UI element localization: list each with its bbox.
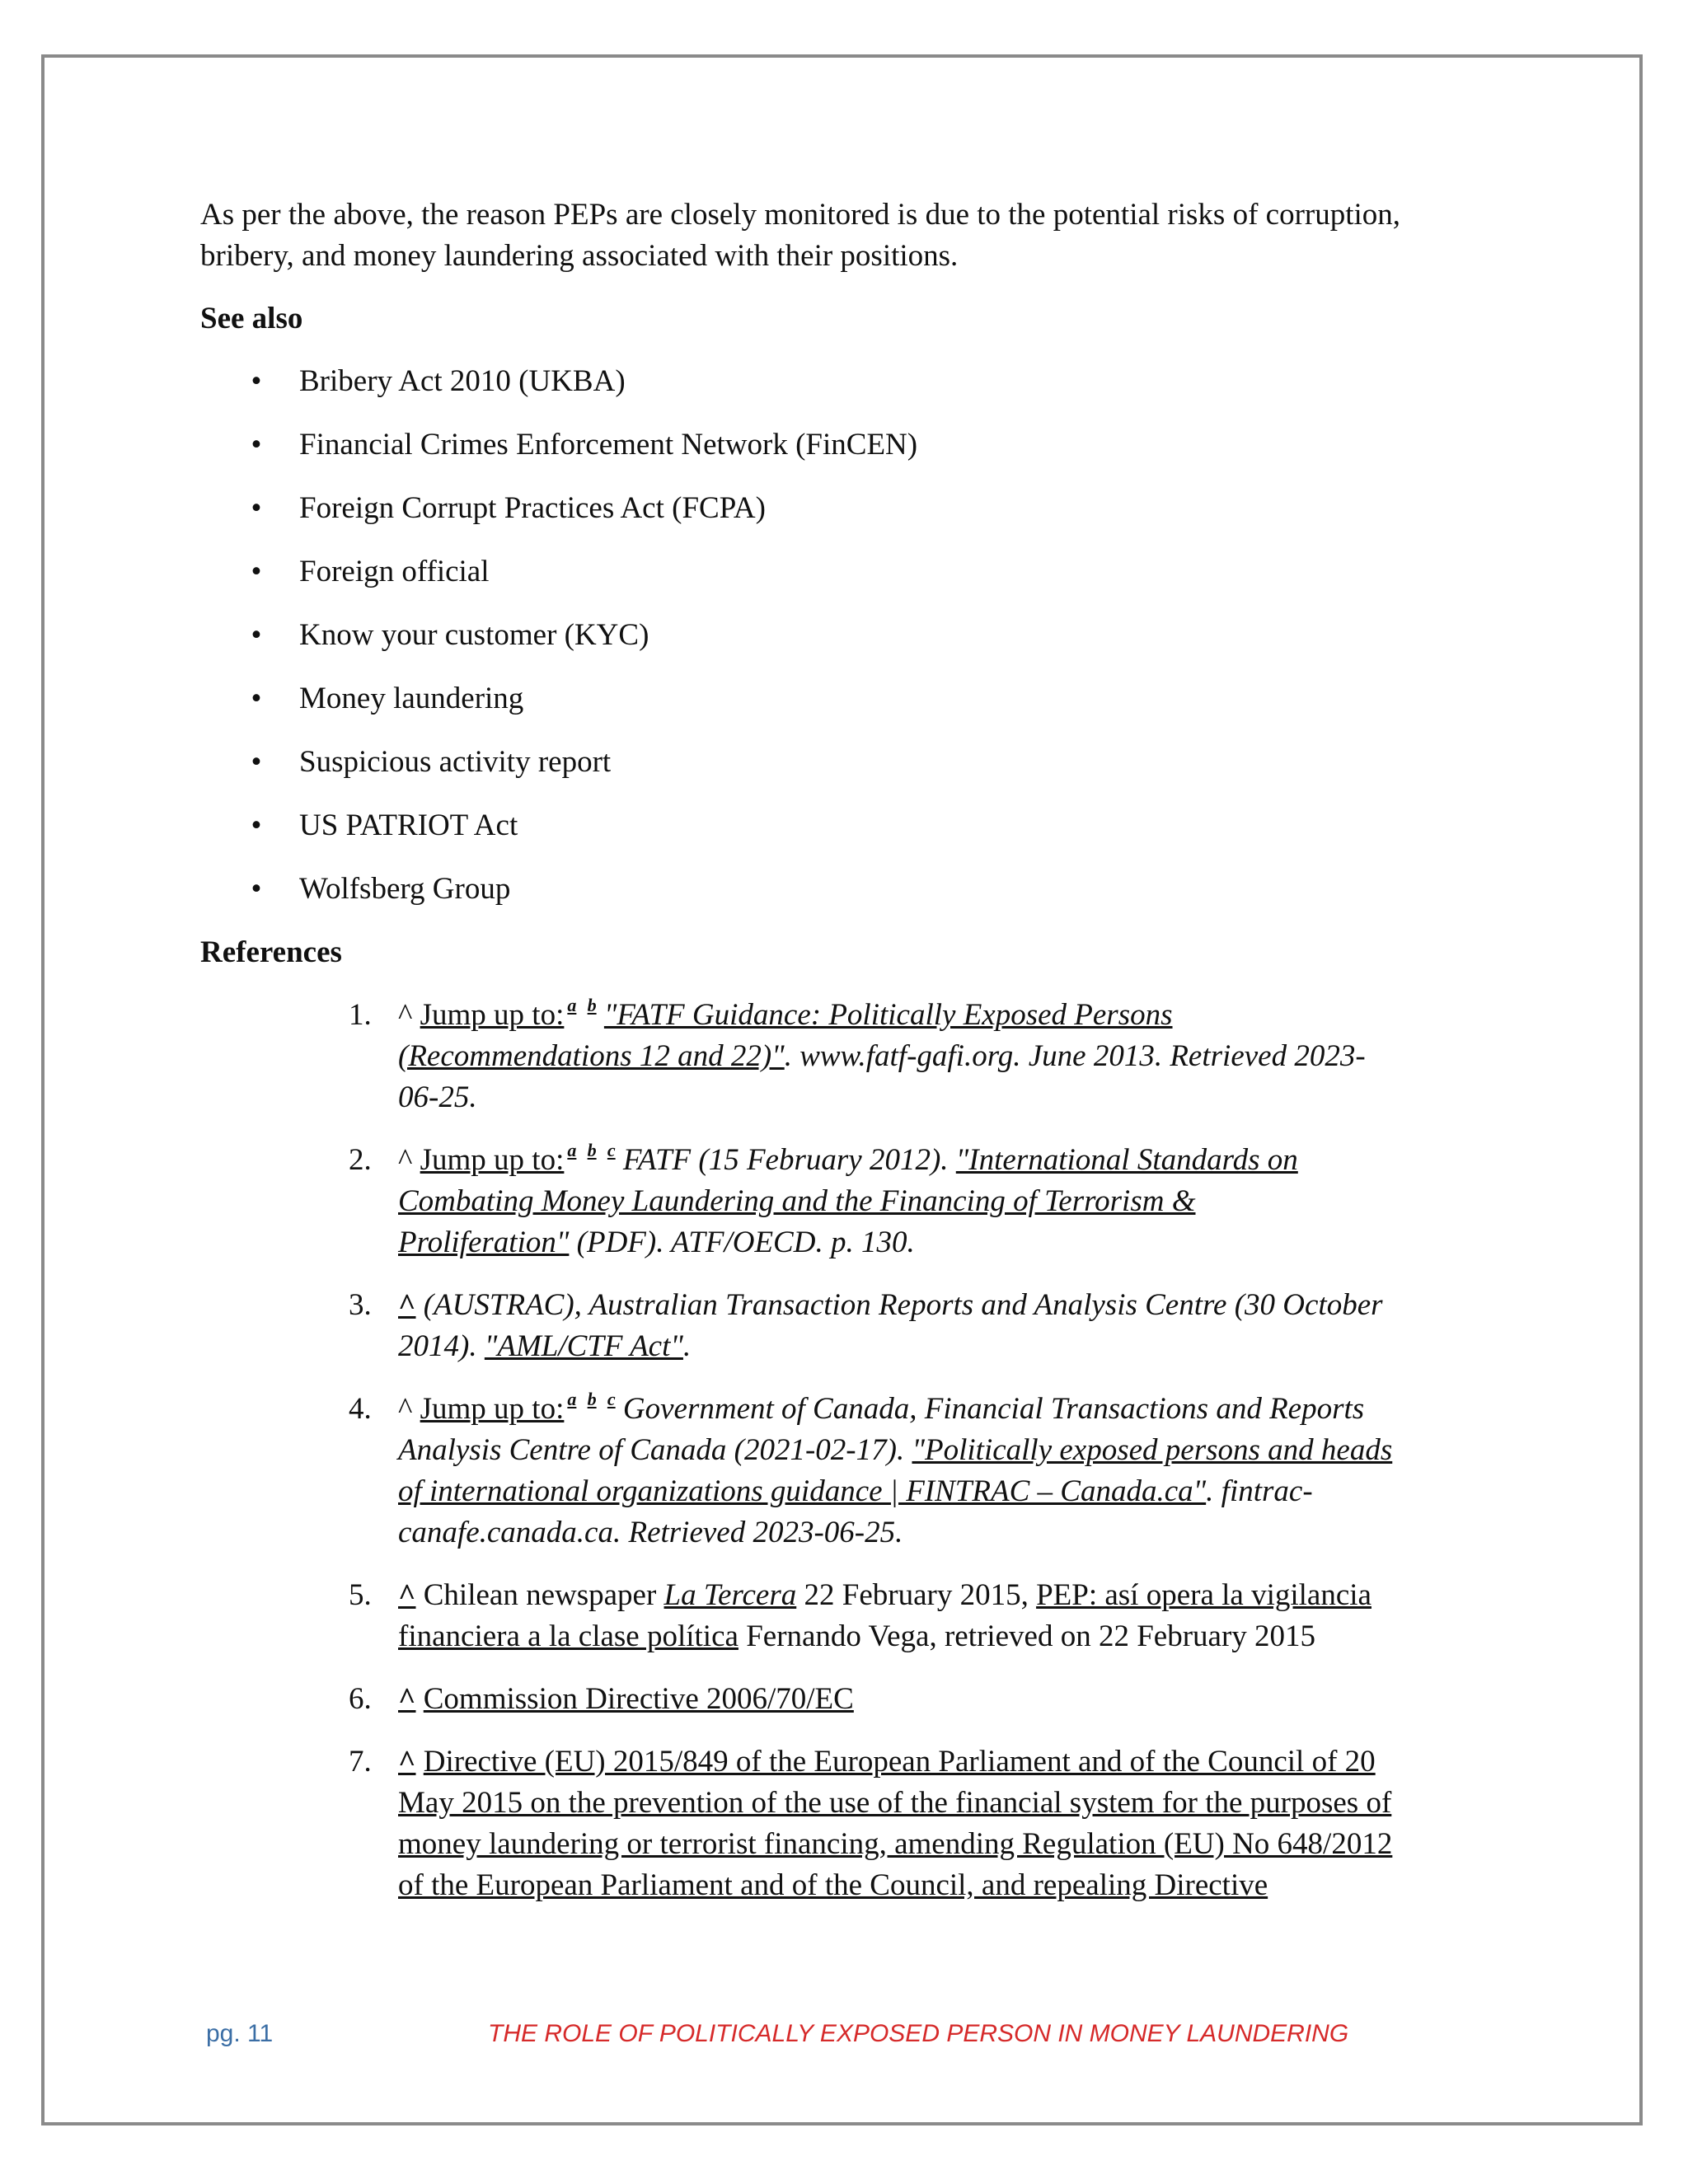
reference-number: 5. xyxy=(349,1578,372,1612)
reference-title-link[interactable]: (Recommendations 12 and 22)" xyxy=(398,1039,785,1073)
see-also-item[interactable] xyxy=(200,615,1519,656)
bullet-icon: • xyxy=(251,872,262,906)
see-also-item[interactable] xyxy=(200,805,1519,846)
see-also-item[interactable] xyxy=(200,678,1519,719)
caret-icon: ^ xyxy=(398,998,420,1032)
see-also-link[interactable]: Financial Crimes Enforcement Network (FinCEN) xyxy=(299,428,918,462)
caret-link[interactable]: ^ xyxy=(398,1578,416,1612)
bullet-icon: • xyxy=(251,428,262,462)
reference-end: . xyxy=(682,1329,692,1363)
reference-author: FATF (15 February 2012). xyxy=(615,1143,956,1177)
reference-number: 1. xyxy=(349,998,372,1032)
reference-author: Government of Canada, Financial Transactions and Reports xyxy=(615,1392,1365,1426)
backref-link[interactable]: a xyxy=(567,1140,577,1160)
reference-title-link[interactable]: "AML/CTF Act" xyxy=(484,1329,683,1363)
reference-item xyxy=(200,1741,1519,1906)
see-also-link[interactable]: Foreign Corrupt Practices Act (FCPA) xyxy=(299,491,766,525)
reference-number: 6. xyxy=(349,1682,372,1716)
footer-title: THE ROLE OF POLITICALLY EXPOSED PERSON IN MONEY LAUNDERING xyxy=(488,2020,1349,2047)
caret-link[interactable]: ^ xyxy=(398,1745,416,1779)
see-also-item[interactable] xyxy=(200,551,1519,593)
backref-link[interactable]: b xyxy=(587,1140,597,1160)
reference-date: 22 February 2015, xyxy=(796,1578,1037,1612)
reference-title-link[interactable]: Combating Money Laundering and the Financing of Terrorism & xyxy=(398,1184,1196,1218)
see-also-heading: See also xyxy=(200,302,303,335)
intro-paragraph xyxy=(200,194,1519,277)
reference-title-link[interactable]: "International Standards on xyxy=(955,1143,1298,1177)
reference-author: Analysis Centre of Canada (2021-02-17). xyxy=(398,1433,912,1467)
reference-retrieved: Fernando Vega, retrieved on 22 February 2015 xyxy=(738,1619,1316,1653)
bullet-icon: • xyxy=(251,682,262,715)
reference-number: 2. xyxy=(349,1143,372,1177)
bullet-icon: • xyxy=(251,808,262,842)
backref-link[interactable]: c xyxy=(607,1389,616,1409)
reference-item xyxy=(200,1679,1519,1720)
see-also-item[interactable] xyxy=(200,361,1519,402)
see-also-link[interactable]: US PATRIOT Act xyxy=(299,808,518,842)
reference-title-link[interactable]: "Politically exposed persons and heads xyxy=(912,1433,1393,1467)
page-number: pg. 11 xyxy=(206,2020,274,2047)
jump-up-link[interactable]: Jump up to: xyxy=(420,1143,565,1177)
page-content xyxy=(200,194,1519,1928)
backref-link[interactable]: b xyxy=(587,1389,597,1409)
jump-up-link[interactable]: Jump up to: xyxy=(420,1392,565,1426)
reference-source: . www.fatf-gafi.org. June 2013. Retrieved 2023- xyxy=(784,1039,1366,1073)
reference-number: 4. xyxy=(349,1392,372,1426)
reference-item xyxy=(200,1575,1519,1657)
reference-source: (PDF). ATF/OECD. p. 130. xyxy=(569,1226,915,1259)
backref-link[interactable]: a xyxy=(567,995,577,1015)
backref-link[interactable]: b xyxy=(587,995,597,1015)
reference-title-link[interactable]: of the European Parliament and of the Council, and repealing Directive xyxy=(398,1868,1268,1902)
reference-item xyxy=(200,1140,1519,1263)
reference-title-link[interactable]: Commission Directive 2006/70/EC xyxy=(423,1682,854,1716)
backref-link[interactable]: a xyxy=(567,1389,577,1409)
bullet-icon: • xyxy=(251,555,262,588)
newspaper-link[interactable]: La Tercera xyxy=(663,1578,797,1612)
intro-line-1: As per the above, the reason PEPs are closely monitored is due to the potential risks of corruption, xyxy=(200,198,1401,232)
see-also-item[interactable] xyxy=(200,488,1519,529)
caret-link[interactable]: ^ xyxy=(398,1682,416,1716)
reference-number: 3. xyxy=(349,1288,372,1322)
see-also-list xyxy=(200,361,1519,910)
reference-item xyxy=(200,995,1519,1118)
bullet-icon: • xyxy=(251,618,262,652)
see-also-link[interactable]: Money laundering xyxy=(299,682,524,715)
page-footer xyxy=(0,2020,1688,2053)
reference-retrieved: 06-25. xyxy=(398,1080,477,1114)
reference-source: . fintrac- xyxy=(1206,1474,1313,1508)
intro-line-2: bribery, and money laundering associated with their positions. xyxy=(200,239,959,273)
references-list xyxy=(200,995,1519,1906)
jump-up-link[interactable]: Jump up to: xyxy=(420,998,565,1032)
bullet-icon: • xyxy=(251,491,262,525)
bullet-icon: • xyxy=(251,364,262,398)
reference-date: 2014). xyxy=(398,1329,485,1363)
caret-icon: ^ xyxy=(398,1143,420,1177)
see-also-item[interactable] xyxy=(200,869,1519,910)
see-also-link[interactable]: Suspicious activity report xyxy=(299,745,612,779)
reference-title-link[interactable]: "FATF Guidance: Politically Exposed Persons xyxy=(603,998,1173,1032)
reference-title-link[interactable]: PEP: así opera la vigilancia xyxy=(1036,1578,1372,1612)
see-also-link[interactable]: Wolfsberg Group xyxy=(299,872,511,906)
reference-item xyxy=(200,1285,1519,1367)
reference-title-link[interactable]: Directive (EU) 2015/849 of the European Parliament and of the Council of 20 xyxy=(423,1745,1376,1779)
reference-text: Chilean newspaper xyxy=(415,1578,664,1612)
reference-title-link[interactable]: May 2015 on the prevention of the use of the financial system for the purposes of xyxy=(398,1786,1392,1820)
see-also-link[interactable]: Bribery Act 2010 (UKBA) xyxy=(299,364,626,398)
reference-title-link[interactable]: of international organizations guidance | FINTRAC – Canada.ca" xyxy=(398,1474,1207,1508)
references-heading: References xyxy=(200,935,342,969)
see-also-item[interactable] xyxy=(200,742,1519,783)
reference-retrieved: canafe.canada.ca. Retrieved 2023-06-25. xyxy=(398,1516,903,1549)
reference-title-link[interactable]: Proliferation" xyxy=(398,1226,570,1259)
reference-title-link[interactable]: money laundering or terrorist financing, amending Regulation (EU) No 648/2012 xyxy=(398,1827,1393,1861)
see-also-link[interactable]: Foreign official xyxy=(299,555,490,588)
caret-icon: ^ xyxy=(398,1392,420,1426)
reference-number: 7. xyxy=(349,1745,372,1779)
reference-title-link[interactable]: financiera a la clase política xyxy=(398,1619,738,1653)
caret-link[interactable]: ^ xyxy=(398,1288,416,1322)
backref-link[interactable]: c xyxy=(607,1140,616,1160)
bullet-icon: • xyxy=(251,745,262,779)
see-also-item[interactable] xyxy=(200,424,1519,466)
see-also-link[interactable]: Know your customer (KYC) xyxy=(299,618,649,652)
reference-item xyxy=(200,1389,1519,1554)
reference-author: (AUSTRAC), Australian Transaction Reports and Analysis Centre (30 October xyxy=(415,1288,1383,1322)
